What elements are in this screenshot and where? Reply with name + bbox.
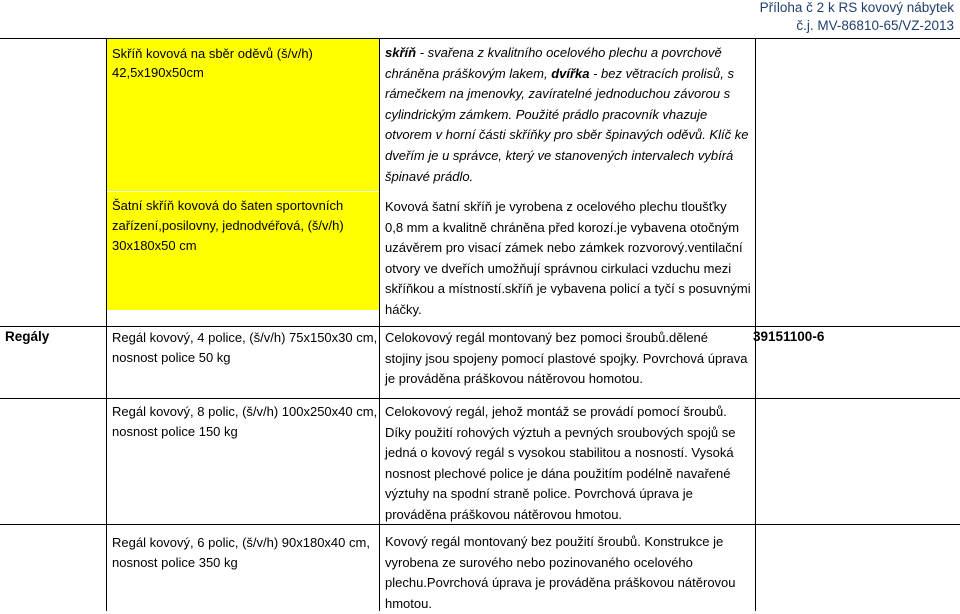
column-divider bbox=[755, 38, 756, 611]
item-name: Skříň kovová na sběr oděvů (š/v/h) 42,5x190x50cm bbox=[112, 46, 313, 80]
item-name: Regál kovový, 4 police, (š/v/h) 75x150x30 cm, nosnost police 50 kg bbox=[112, 330, 378, 365]
item-description: skříň - svařena z kvalitního ocelového plechu a povrchově chráněna práškovým lakem, dvířka - bez větracích prolisů, s rámečkem na jmenovky, zavíratelné jednoduchou závorou s cylindrickým zámkem. Použité prádlo pracovník vhazuje otvorem v horní části skříňky pro sběr špinavých oděvů. Klíč ke dveřím je u správce, který ve stanovených intervalech vybírá špinavé prádlo. bbox=[385, 45, 749, 184]
item-name: Regál kovový, 6 polic, (š/v/h) 90x180x40 cm, nosnost police 350 kg bbox=[112, 535, 370, 570]
item-description: Kovový regál montovaný bez použití šroubů. Konstrukce je vyrobena ze surového nebo pozinovaného ocelového plechu.Povrchová úprava je prováděna práškovou nátěrovou hmotou. bbox=[385, 534, 736, 611]
row-divider bbox=[0, 326, 960, 327]
item-name: Regál kovový, 8 polic, (š/v/h) 100x250x40 cm, nosnost police 150 kg bbox=[112, 404, 378, 439]
category-label: Regály bbox=[5, 329, 50, 344]
cpv-code: 39151100-6 bbox=[753, 329, 825, 344]
row-divider bbox=[0, 398, 960, 399]
reference-number: č.j. MV-86810-65/VZ-2013 bbox=[796, 18, 954, 33]
attachment-label: Příloha č 2 k RS kovový nábytek bbox=[759, 0, 954, 15]
column-divider bbox=[379, 38, 380, 611]
row-divider bbox=[0, 524, 960, 525]
item-description: Celokovový regál, jehož montáž se provádí pomocí šroubů. Díky použití rohových výztuh a pevných sroubových spojů se jedná o kovový regál s vysokou stabilitou a nosností. Vysoká nosnost plechové police je dána použitím podélně navařené výztuhy na spodní straně police. Povrchová úprava je prováděna práškovou nátěrovou hmotou. bbox=[385, 404, 736, 522]
item-name: Šatní skříň kovová do šaten sportovních zařízení,posilovny, jednodvéřová, (š/v/h) 30x180x50 cm bbox=[112, 198, 344, 253]
item-description: Kovová šatní skříň je vyrobena z ocelového plechu tloušťky 0,8 mm a kvalitně chráněna před korozí.je vybavena otočným uzávěrem pro visací zámek nebo zámkek rozvorový.ventilační otvory ve dveřích umožňují správnou cirkulaci vzduchu mezi skříňkou a místností.skříň je vybavena policí a tyčí s posuvnými háčky. bbox=[385, 199, 751, 317]
item-description: Celokovový regál montovaný bez pomoci šroubů.dělené stojiny jsou spojeny pomocí plastové spojky. Povrchová úprava je prováděna práškovou nátěrovou homotou. bbox=[385, 330, 748, 387]
document-header bbox=[760, 0, 954, 35]
